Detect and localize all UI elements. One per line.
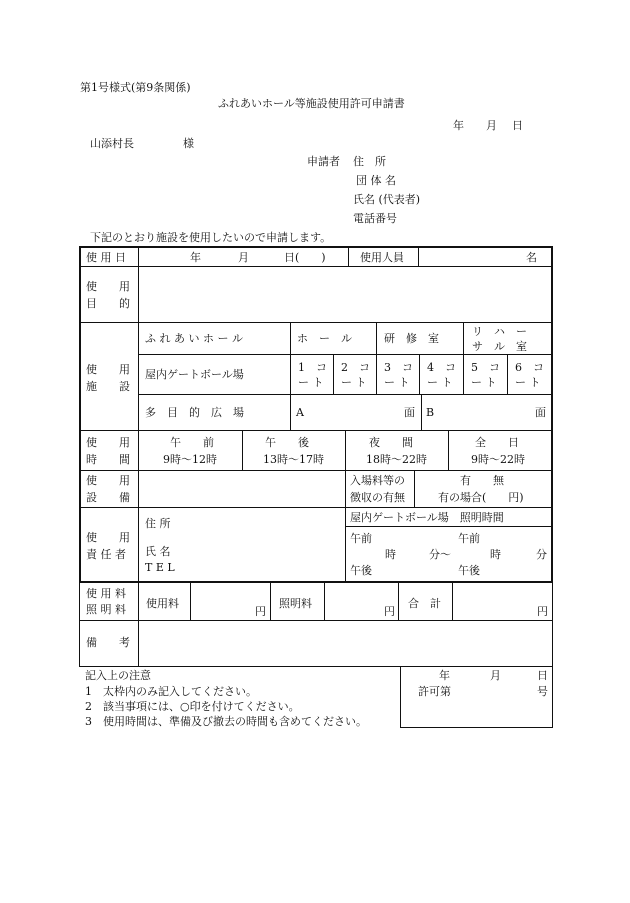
- area-b-unit: 面: [535, 406, 546, 419]
- group-label: 団 体 名: [356, 174, 396, 187]
- rehearsal-room-1: リ ハ ー: [472, 325, 527, 338]
- use-date-day: 日( ): [284, 251, 326, 264]
- gateball-court: 屋内ゲートボール場: [145, 368, 244, 381]
- court-5-b: ー ト: [471, 376, 497, 389]
- court-4-a: 4 コ: [427, 361, 456, 374]
- purpose-label-1: 使 用: [86, 280, 130, 293]
- use-date-month: 月: [238, 251, 249, 264]
- training-room-option: 研 修 室: [384, 332, 439, 345]
- responsible-address: 住 所: [145, 517, 171, 530]
- responsible-label-1: 使 用: [86, 531, 130, 544]
- form-title: ふれあいホール等施設使用許可申請書: [218, 97, 405, 110]
- allday: 全 日: [475, 436, 519, 449]
- intro-text: 下記のとおり施設を使用したいので申請します。: [90, 231, 332, 244]
- night: 夜 間: [369, 436, 413, 449]
- area-a-unit: 面: [404, 406, 415, 419]
- permit-number-label: 許可第: [418, 685, 451, 698]
- header-date-month: 月: [486, 119, 497, 132]
- area-b: B: [426, 406, 435, 419]
- addressee: 山添村長: [90, 137, 134, 150]
- lighting-hour-2: 時: [490, 548, 501, 561]
- address-label: 住 所: [353, 155, 386, 168]
- allday-hours: 9時〜22時: [471, 453, 525, 466]
- fee-collect-1: 入場料等の: [350, 474, 405, 487]
- usage-fee-label: 使用料: [146, 597, 179, 610]
- lighting-fee-yen: 円: [384, 605, 395, 618]
- use-date-label: 使 用 日: [86, 251, 126, 264]
- equipment-label-2: 設 備: [86, 491, 130, 504]
- people-label: 使用人員: [360, 251, 404, 264]
- fee-label-1: 使 用 料: [86, 587, 126, 600]
- lighting-pm-2: 午後: [458, 564, 480, 577]
- time-label-1: 使 用: [86, 436, 130, 449]
- phone-label: 電話番号: [353, 212, 397, 225]
- use-date-year: 年: [190, 251, 201, 264]
- lighting-am-1: 午前: [350, 532, 372, 545]
- lighting-hour-1: 時: [385, 548, 396, 561]
- honorific: 様: [183, 137, 194, 150]
- responsible-label-2: 責 任 者: [86, 548, 126, 561]
- court-6-a: 6 コ: [515, 361, 544, 374]
- remarks-label: 備 考: [86, 636, 130, 649]
- header-date-year: 年: [453, 119, 464, 132]
- permit-year: 年: [439, 669, 450, 682]
- hall-option: ホ ー ル: [297, 332, 352, 345]
- equipment-label-1: 使 用: [86, 474, 130, 487]
- note-3: 3 使用時間は、準備及び撤去の時間も含めてください。: [85, 715, 367, 728]
- lighting-minute-1: 分〜: [429, 548, 451, 561]
- night-hours: 18時〜22時: [366, 453, 427, 466]
- usage-fee-yen: 円: [255, 605, 266, 618]
- court-2-b: ー ト: [341, 376, 367, 389]
- facility-label-2: 施 設: [86, 380, 130, 393]
- note-1: 1 太枠内のみ記入してください。: [85, 685, 257, 698]
- responsible-name: 氏 名: [145, 545, 171, 558]
- yes-no-choice: 有 無: [460, 474, 504, 487]
- permit-day: 日: [537, 669, 548, 682]
- afternoon: 午 後: [265, 436, 309, 449]
- court-6-b: ー ト: [515, 376, 541, 389]
- fureai-hall: ふ れ あ い ホ ー ル: [145, 332, 243, 345]
- purpose-label-2: 目 的: [86, 297, 130, 310]
- facility-label-1: 使 用: [86, 363, 130, 376]
- court-3-a: 3 コ: [384, 361, 413, 374]
- lighting-fee-label: 照明料: [279, 597, 312, 610]
- morning: 午 前: [170, 436, 214, 449]
- court-1-a: 1 コ: [298, 361, 327, 374]
- rehearsal-room-2: サ ル 室: [472, 340, 527, 353]
- total-yen: 円: [537, 605, 548, 618]
- time-label-2: 時 間: [86, 453, 130, 466]
- court-4-b: ー ト: [427, 376, 453, 389]
- lighting-pm-1: 午後: [350, 564, 372, 577]
- court-1-b: ー ト: [298, 376, 324, 389]
- multipurpose-plaza: 多 目 的 広 場: [145, 406, 244, 419]
- header-date-day: 日: [512, 119, 523, 132]
- morning-hours: 9時〜12時: [163, 453, 217, 466]
- people-unit: 名: [526, 251, 537, 264]
- representative-label: 氏名 (代表者): [353, 193, 421, 206]
- court-2-a: 2 コ: [341, 361, 370, 374]
- form-number: 第1号様式(第9条関係): [80, 81, 191, 94]
- fee-table: [79, 583, 553, 667]
- afternoon-hours: 13時〜17時: [263, 453, 324, 466]
- responsible-tel: T E L: [145, 561, 175, 574]
- lighting-minute-2: 分: [536, 548, 547, 561]
- court-3-b: ー ト: [384, 376, 410, 389]
- notes-title: 記入上の注意: [85, 669, 151, 682]
- area-a: A: [296, 406, 304, 419]
- permit-month: 月: [490, 669, 501, 682]
- fee-label-2: 照 明 料: [86, 603, 126, 616]
- total-label: 合 計: [408, 597, 441, 610]
- applicant-label: 申請者: [307, 155, 340, 168]
- note-2: 2 該当事項には、○印を付けてください。: [85, 700, 300, 713]
- permit-go: 号: [537, 685, 548, 698]
- lighting-am-2: 午前: [458, 532, 480, 545]
- lighting-time-label: 屋内ゲートボール場 照明時間: [350, 511, 504, 524]
- court-5-a: 5 コ: [471, 361, 500, 374]
- if-yes-amount: 有の場合( 円): [438, 491, 524, 504]
- fee-collect-2: 徴収の有無: [350, 491, 405, 504]
